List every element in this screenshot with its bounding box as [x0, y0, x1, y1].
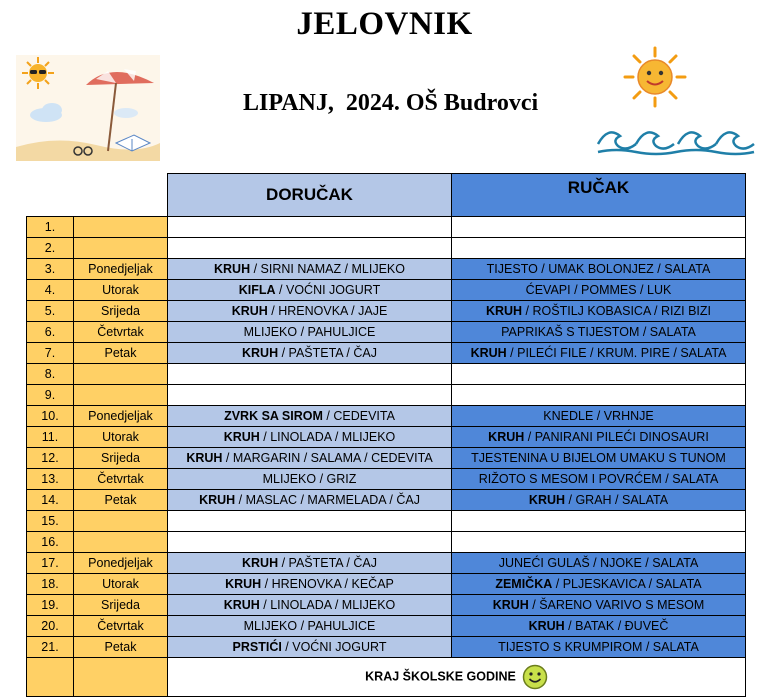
weekday-name: Četvrtak	[74, 616, 168, 637]
lunch-cell	[452, 448, 746, 469]
meal-text: / MARGARIN / SALAMA / CEDEVITA	[222, 451, 433, 465]
meal-text: / PANIRANI PILEĆI DINOSAURI	[524, 430, 709, 444]
meal-text: / VOĆNI JOGURT	[281, 640, 387, 654]
breakfast-cell	[168, 280, 452, 301]
meal-text: / MASLAC / MARMELADA / ČAJ	[235, 493, 420, 507]
weekday-name: Četvrtak	[74, 322, 168, 343]
table-row	[27, 217, 746, 238]
day-number: 7.	[27, 343, 74, 364]
table-row	[27, 385, 746, 406]
day-number: 17.	[27, 553, 74, 574]
meal-text: / LINOLADA / MLIJEKO	[259, 430, 396, 444]
bread-item: ZVRK SA SIROM	[224, 409, 323, 423]
waves-icon	[596, 116, 756, 156]
day-number: 3.	[27, 259, 74, 280]
day-number: 14.	[27, 490, 74, 511]
meal-text: / PILEĆI FILE / KRUM. PIRE / SALATA	[506, 346, 727, 360]
meal-text: / SIRNI NAMAZ / MLIJEKO	[250, 262, 405, 276]
breakfast-cell	[168, 406, 452, 427]
weekday-name: Ponedjeljak	[74, 406, 168, 427]
day-number: 5.	[27, 301, 74, 322]
lunch-cell	[452, 364, 746, 385]
lunch-cell	[452, 343, 746, 364]
table-row	[27, 595, 746, 616]
breakfast-cell	[168, 343, 452, 364]
weekday-name	[74, 238, 168, 259]
table-row	[27, 322, 746, 343]
lunch-cell	[452, 616, 746, 637]
lunch-cell	[452, 511, 746, 532]
day-number: 6.	[27, 322, 74, 343]
bread-item: KRUH	[488, 430, 525, 444]
table-row	[27, 616, 746, 637]
table-row	[27, 553, 746, 574]
bread-item: KRUH	[470, 346, 507, 360]
lunch-cell	[452, 490, 746, 511]
meal-text: TIJESTO / UMAK BOLONJEZ / SALATA	[486, 262, 711, 276]
weekday-name: Petak	[74, 343, 168, 364]
day-number: 15.	[27, 511, 74, 532]
breakfast-cell	[168, 595, 452, 616]
page-title: JELOVNIK	[296, 6, 473, 42]
bread-item: KRUH	[223, 598, 260, 612]
bread-item: KRUH	[231, 304, 268, 318]
day-number: 1.	[27, 217, 74, 238]
bread-item: KRUH	[528, 493, 566, 507]
meal-text: / CEDEVITA	[322, 409, 395, 423]
weekday-name	[74, 364, 168, 385]
lunch-cell	[452, 238, 746, 259]
table-row	[27, 364, 746, 385]
lunch-cell	[452, 427, 746, 448]
day-number	[27, 658, 74, 697]
bread-item: KRUH	[225, 577, 262, 591]
meal-text: / ROŠTILJ KOBASICA / RIZI BIZI	[522, 304, 712, 318]
lunch-cell	[452, 532, 746, 553]
breakfast-cell	[168, 553, 452, 574]
meal-text: / VOĆNI JOGURT	[275, 283, 381, 297]
meal-text: MLIJEKO / PAHULJICE	[243, 619, 376, 633]
meal-text: / HRENOVKA / KEČAP	[261, 577, 394, 591]
meal-text: JUNEĆI GULAŠ / NJOKE / SALATA	[498, 556, 699, 570]
weekday-name: Ponedjeljak	[74, 259, 168, 280]
table-header-row	[27, 174, 746, 217]
weekday-name	[74, 532, 168, 553]
weekday-name: Ponedjeljak	[74, 553, 168, 574]
smiling-sun-icon	[622, 46, 688, 108]
meal-text: / HRENOVKA / JAJE	[267, 304, 388, 318]
weekday-name: Utorak	[74, 280, 168, 301]
bread-item: KRUH	[223, 430, 260, 444]
weekday-name: Utorak	[74, 427, 168, 448]
lunch-cell	[452, 217, 746, 238]
weekday-name: Srijeda	[74, 301, 168, 322]
weekday-name	[74, 658, 168, 697]
weekday-name: Petak	[74, 490, 168, 511]
breakfast-cell	[168, 511, 452, 532]
weekday-name: Srijeda	[74, 595, 168, 616]
lunch-cell	[452, 469, 746, 490]
lunch-cell	[452, 406, 746, 427]
weekday-name: Petak	[74, 637, 168, 658]
table-row	[27, 511, 746, 532]
meal-text: / ŠARENO VARIVO S MESOM	[528, 598, 705, 612]
table-row	[27, 238, 746, 259]
menu-table	[26, 173, 746, 697]
weekday-name	[74, 385, 168, 406]
breakfast-cell	[168, 427, 452, 448]
day-number: 11.	[27, 427, 74, 448]
table-row	[27, 280, 746, 301]
table-row	[27, 343, 746, 364]
bread-item: KRUH	[214, 262, 251, 276]
meal-text: / PLJESKAVICA / SALATA	[552, 577, 702, 591]
bread-item: KRUH	[528, 619, 565, 633]
meal-text: / PAŠTETA / ČAJ	[278, 556, 377, 570]
day-number: 2.	[27, 238, 74, 259]
meal-text: / GRAH / SALATA	[565, 493, 669, 507]
lunch-cell	[452, 259, 746, 280]
lunch-cell	[452, 553, 746, 574]
table-row	[27, 406, 746, 427]
day-number: 4.	[27, 280, 74, 301]
meal-text: / PAŠTETA / ČAJ	[278, 346, 377, 360]
table-row	[27, 574, 746, 595]
breakfast-cell	[168, 238, 452, 259]
end-row	[27, 658, 746, 697]
breakfast-cell	[168, 490, 452, 511]
bread-item: KRUH	[485, 304, 523, 318]
table-row	[27, 448, 746, 469]
bread-item: KRUH	[186, 451, 223, 465]
breakfast-cell	[168, 637, 452, 658]
table-row	[27, 427, 746, 448]
table-row	[27, 301, 746, 322]
breakfast-cell	[168, 217, 452, 238]
breakfast-cell	[168, 364, 452, 385]
bread-item: KIFLA	[238, 283, 276, 297]
breakfast-cell	[168, 469, 452, 490]
meal-text: MLIJEKO / GRIZ	[262, 472, 357, 486]
lunch-cell	[452, 637, 746, 658]
day-number: 19.	[27, 595, 74, 616]
breakfast-cell	[168, 259, 452, 280]
breakfast-cell	[168, 532, 452, 553]
day-number: 20.	[27, 616, 74, 637]
lunch-cell	[452, 385, 746, 406]
bread-item: KRUH	[242, 556, 279, 570]
day-number: 13.	[27, 469, 74, 490]
weekday-name: Srijeda	[74, 448, 168, 469]
table-row	[27, 490, 746, 511]
column-header-lunch: RUČAK	[452, 174, 746, 217]
header-blank	[27, 174, 168, 217]
bread-item: KRUH	[242, 346, 279, 360]
day-number: 9.	[27, 385, 74, 406]
table-row	[27, 532, 746, 553]
breakfast-cell	[168, 385, 452, 406]
lunch-cell	[452, 322, 746, 343]
smiley-face-icon	[522, 664, 548, 690]
breakfast-cell	[168, 301, 452, 322]
meal-text: / BATAK / ĐUVEČ	[564, 619, 669, 633]
breakfast-cell	[168, 448, 452, 469]
lunch-cell	[452, 301, 746, 322]
end-of-school-text: KRAJ ŠKOLSKE GODINE	[365, 669, 516, 684]
day-number: 10.	[27, 406, 74, 427]
weekday-name: Utorak	[74, 574, 168, 595]
table-row	[27, 637, 746, 658]
weekday-name: Četvrtak	[74, 469, 168, 490]
bread-item: ZEMIČKA	[495, 577, 553, 591]
day-number: 16.	[27, 532, 74, 553]
day-number: 18.	[27, 574, 74, 595]
lunch-cell	[452, 574, 746, 595]
weekday-name	[74, 511, 168, 532]
table-row	[27, 469, 746, 490]
weekday-name	[74, 217, 168, 238]
day-number: 12.	[27, 448, 74, 469]
table-row	[27, 259, 746, 280]
meal-text: / LINOLADA / MLIJEKO	[259, 598, 396, 612]
lunch-cell	[452, 595, 746, 616]
column-header-breakfast: DORUČAK	[168, 174, 452, 217]
lunch-cell	[452, 280, 746, 301]
meal-text: PAPRIKAŠ S TIJESTOM / SALATA	[501, 325, 696, 339]
meal-text: KNEDLE / VRHNJE	[543, 409, 654, 423]
meal-text: TIJESTO S KRUMPIROM / SALATA	[498, 640, 699, 654]
breakfast-cell	[168, 574, 452, 595]
bread-item: KRUH	[492, 598, 529, 612]
meal-text: RIŽOTO S MESOM I POVRĆEM / SALATA	[478, 472, 719, 486]
end-of-school-cell	[168, 658, 746, 697]
day-number: 21.	[27, 637, 74, 658]
meal-text: TJESTENINA U BIJELOM UMAKU S TUNOM	[471, 451, 726, 465]
breakfast-cell	[168, 322, 452, 343]
day-number: 8.	[27, 364, 74, 385]
meal-text: ĆEVAPI / POMMES / LUK	[525, 283, 672, 297]
beach-umbrella-icon	[16, 55, 160, 161]
page-subtitle: LIPANJ, 2024. OŠ Budrovci	[243, 90, 539, 116]
bread-item: PRSTIĆI	[232, 640, 282, 654]
meal-text: MLIJEKO / PAHULJICE	[243, 325, 376, 339]
breakfast-cell	[168, 616, 452, 637]
bread-item: KRUH	[199, 493, 236, 507]
